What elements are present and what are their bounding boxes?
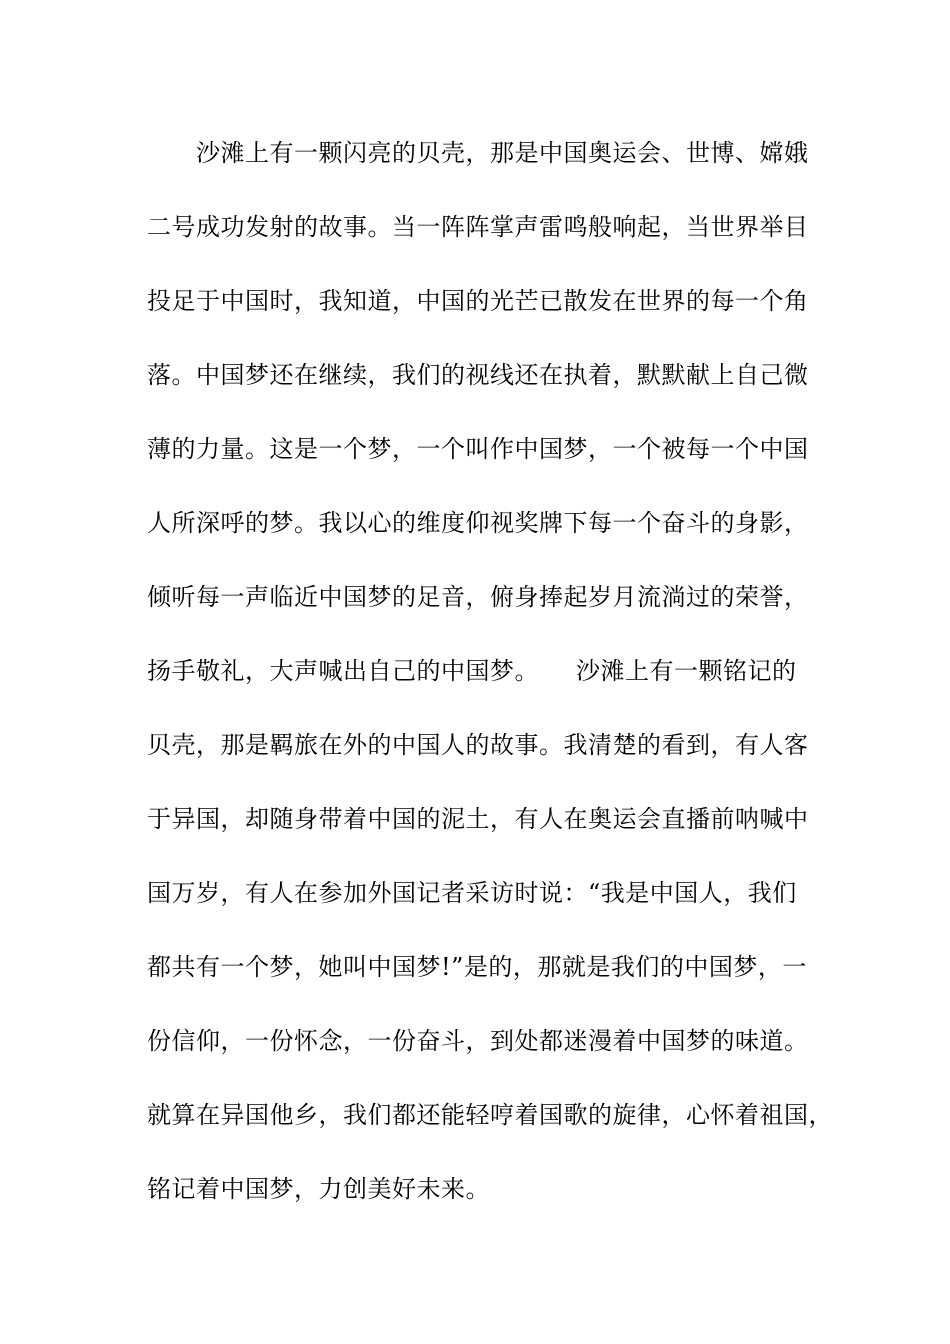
text-line: 国万岁，有人在参加外国记者采访时说：“我是中国人，我们 <box>147 879 797 907</box>
text-line: 扬手敬礼，大声喊出自己的中国梦。 沙滩上有一颗铭记的 <box>147 657 797 685</box>
text-line: 就算在异国他乡，我们都还能轻哼着国歌的旋律，心怀着祖国， <box>147 1101 833 1129</box>
text-line: 人所深呼的梦。我以心的维度仰视奖牌下每一个奋斗的身影， <box>147 509 809 537</box>
text-line: 沙滩上有一颗闪亮的贝壳，那是中国奥运会、世博、嫦娥 <box>147 139 809 167</box>
text-line: 都共有一个梦，她叫中国梦!”是的，那就是我们的中国梦，一 <box>147 953 807 981</box>
text-line: 铭记着中国梦，力创美好未来。 <box>147 1175 490 1203</box>
text-line: 倾听每一声临近中国梦的足音，俯身捧起岁月流淌过的荣誉， <box>147 583 809 611</box>
body-text <box>147 133 833 1243</box>
text-line: 落。中国梦还在继续，我们的视线还在执着，默默献上自己微 <box>147 361 809 389</box>
text-line: 份信仰，一份怀念，一份奋斗，到处都迷漫着中国梦的味道。 <box>147 1027 809 1055</box>
text-line: 贝壳，那是羁旅在外的中国人的故事。我清楚的看到，有人客 <box>147 731 809 759</box>
text-line: 投足于中国时，我知道，中国的光芒已散发在世界的每一个角 <box>147 287 809 315</box>
text-line: 薄的力量。这是一个梦，一个叫作中国梦，一个被每一个中国 <box>147 435 809 463</box>
text-line: 于异国，却随身带着中国的泥土，有人在奥运会直播前呐喊中 <box>147 805 809 833</box>
text-line: 二号成功发射的故事。当一阵阵掌声雷鸣般响起，当世界举目 <box>147 213 809 241</box>
